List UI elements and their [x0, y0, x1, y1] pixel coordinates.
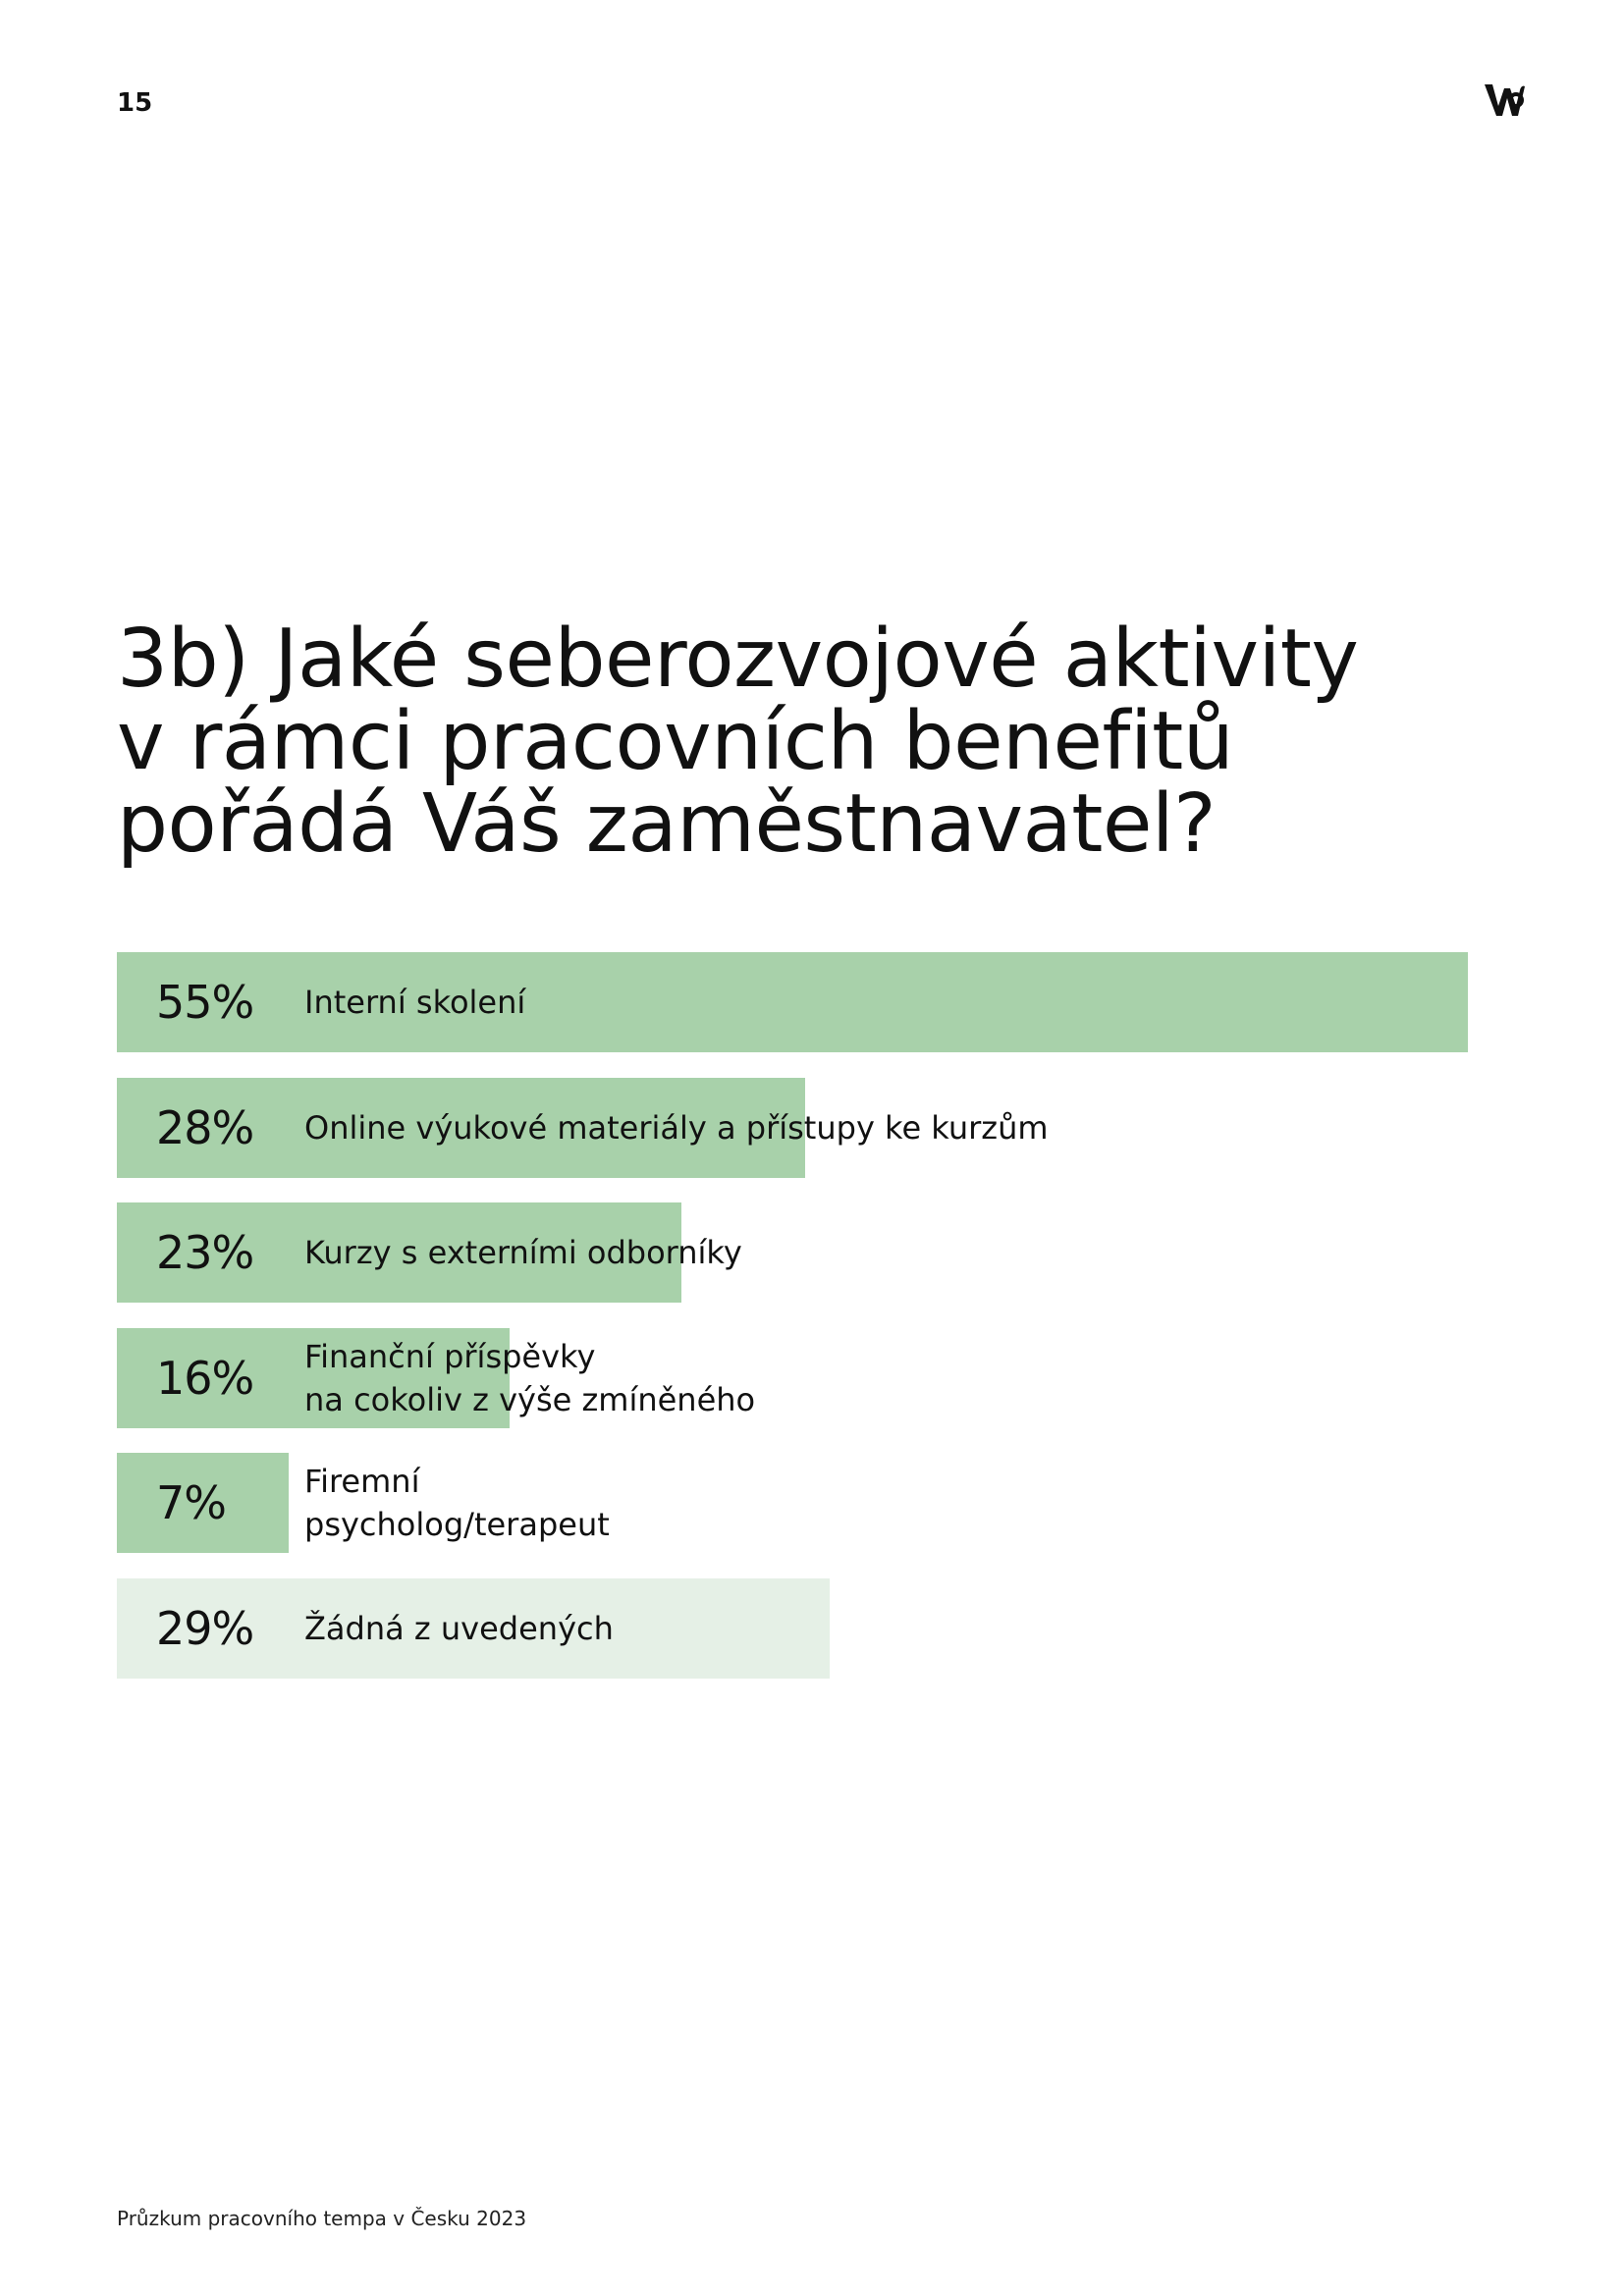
- title-line: v rámci pracovních benefitů: [117, 695, 1234, 788]
- bar-category-label-line: Interní skolení: [304, 984, 526, 1021]
- bar-category-label-line: Kurzy s externími odborníky: [304, 1234, 742, 1271]
- footer-text: Průzkum pracovního tempa v Česku 2023: [117, 2207, 527, 2230]
- bar-chart: [117, 952, 1468, 1679]
- bar-category-label: [304, 952, 525, 1052]
- bar: [117, 952, 1468, 1052]
- bar-category-label-line: na cokoliv z výše zmíněného: [304, 1381, 756, 1418]
- bar: [117, 1328, 756, 1428]
- brand-logo-icon: [1483, 80, 1526, 120]
- title-line: pořádá Váš zaměstnavatel?: [117, 777, 1217, 871]
- bar-value-label: 29%: [156, 1602, 254, 1655]
- bar: [117, 1578, 830, 1679]
- bar-category-label: [304, 1202, 742, 1303]
- page-title: [117, 613, 1491, 871]
- bar-value-label: 23%: [156, 1226, 254, 1279]
- bar-category-label-line: Finanční příspěvky: [304, 1338, 596, 1375]
- bar: [117, 1078, 1049, 1178]
- bar-category-label: [304, 1578, 614, 1679]
- bar-category-label-line: Žádná z uvedených: [304, 1610, 614, 1647]
- bar: [117, 1202, 742, 1303]
- bar-category-label: [304, 1078, 1049, 1178]
- bar-value-label: 16%: [156, 1352, 254, 1405]
- page-number: 15: [117, 88, 153, 118]
- title-line: 3b) Jaké seberozvojové aktivity: [117, 613, 1359, 706]
- bar-category-label-line: psycholog/terapeut: [304, 1506, 610, 1543]
- bar-value-label: 28%: [156, 1101, 254, 1154]
- bar-category-label: [304, 1453, 610, 1553]
- bar: [117, 1453, 610, 1553]
- bar-category-label: [304, 1328, 755, 1428]
- bar-category-label-line: Firemní: [304, 1463, 420, 1500]
- bar-value-label: 55%: [156, 976, 254, 1029]
- bar-value-label: 7%: [156, 1476, 226, 1529]
- bar-category-label-line: Online výukové materiály a přístupy ke kurzům: [304, 1109, 1049, 1147]
